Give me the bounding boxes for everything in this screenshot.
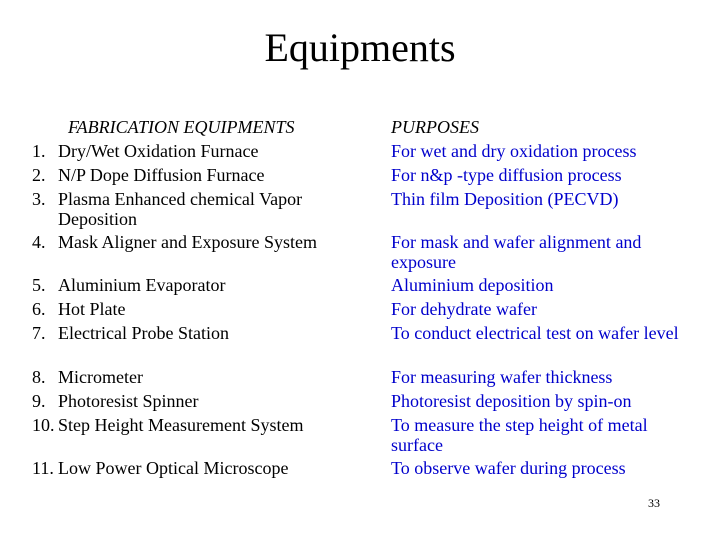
purpose-item-6: For dehydrate wafer <box>391 299 537 319</box>
equipment-number: 9. <box>32 391 46 411</box>
equipment-number: 3. <box>32 189 46 209</box>
equipment-number: 7. <box>32 323 46 343</box>
equipment-name: Plasma Enhanced chemical Vapor Deposition <box>58 189 303 229</box>
equipment-number: 11. <box>32 458 54 478</box>
purpose-item-9: Photoresist deposition by spin-on <box>391 391 632 411</box>
equipment-number: 8. <box>32 367 46 387</box>
equipment-item-4 <box>32 232 372 276</box>
equipment-name: Dry/Wet Oxidation Furnace <box>58 141 259 161</box>
equipment-item-11 <box>32 458 372 502</box>
equipment-item-3 <box>32 189 372 233</box>
equipment-number: 2. <box>32 165 46 185</box>
equipment-name: Micrometer <box>58 367 143 387</box>
equipment-name: Mask Aligner and Exposure System <box>58 232 317 252</box>
equipment-name: Step Height Measurement System <box>58 415 304 435</box>
equipment-item-7 <box>32 323 372 367</box>
equipment-number: 6. <box>32 299 46 319</box>
purpose-item-1: For wet and dry oxidation process <box>391 141 637 161</box>
purpose-item-7: To conduct electrical test on wafer level <box>391 323 679 343</box>
equipments-column-header: FABRICATION EQUIPMENTS <box>68 117 295 137</box>
equipment-name: Aluminium Evaporator <box>58 275 226 295</box>
equipment-number: 1. <box>32 141 46 161</box>
purposes-column-header: PURPOSES <box>391 117 479 137</box>
purpose-item-5: Aluminium deposition <box>391 275 554 295</box>
purpose-item-4: For mask and wafer alignment and exposure <box>391 232 642 272</box>
equipment-name: Hot Plate <box>58 299 126 319</box>
equipment-number: 4. <box>32 232 46 252</box>
equipment-number: 5. <box>32 275 46 295</box>
equipment-item-10 <box>32 415 372 459</box>
equipment-name: N/P Dope Diffusion Furnace <box>58 165 265 185</box>
equipment-name: Low Power Optical Microscope <box>58 458 289 478</box>
purpose-item-11: To observe wafer during process <box>391 458 626 478</box>
purpose-item-10: To measure the step height of metal surface <box>391 415 648 455</box>
slide-title: Equipments <box>264 25 456 70</box>
equipment-name: Electrical Probe Station <box>58 323 229 343</box>
equipment-number: 10. <box>32 415 55 435</box>
equipment-name: Photoresist Spinner <box>58 391 199 411</box>
purpose-item-2: For n&p -type diffusion process <box>391 165 622 185</box>
purpose-item-8: For measuring wafer thickness <box>391 367 613 387</box>
page-number: 33 <box>648 496 660 510</box>
purpose-item-3: Thin film Deposition (PECVD) <box>391 189 619 209</box>
